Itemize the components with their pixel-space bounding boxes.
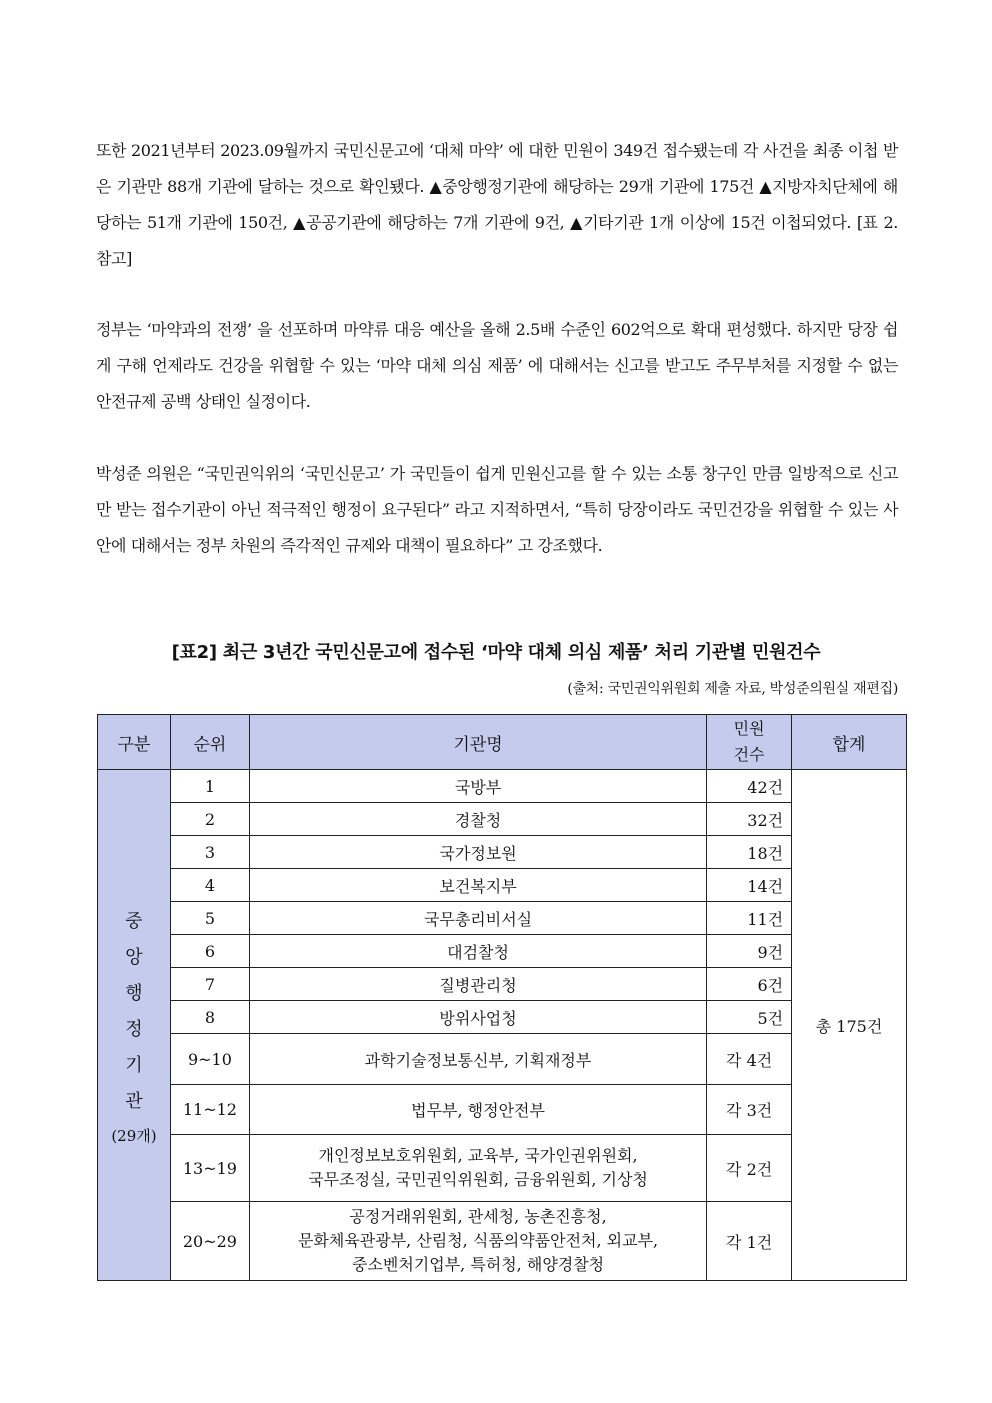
agency-cell bbox=[249, 803, 706, 836]
category-char: 중 bbox=[125, 911, 143, 932]
agency-cell bbox=[249, 1001, 706, 1034]
header-total: 합계 bbox=[792, 715, 907, 770]
table-row bbox=[98, 1085, 907, 1135]
rank-cell: 1 bbox=[170, 770, 249, 803]
table-header-row bbox=[98, 715, 907, 770]
paragraph-2: 정부는 ‘마약과의 전쟁’ 을 선포하며 마약류 대응 예산을 올해 2.5배 수준인 602억으로 확대 편성했다. 하지만 당장 쉽게 구해 언제라도 건강을 위협할 수 있는 ‘마약 대체 의심 제품’ 에 대해서는 신고를 받고도 주무부처를 지정할 수 없는 안전규제 공백 상태인 실정이다. bbox=[96, 320, 898, 411]
table-row bbox=[98, 902, 907, 935]
table-source: (출처: 국민권익위원회 제출 자료, 박성준의원실 재편집) bbox=[567, 681, 898, 697]
count-cell: 각 3건 bbox=[707, 1085, 792, 1135]
agency-line: 공정거래위원회, 관세청, 농촌진흥청, bbox=[349, 1207, 607, 1226]
category-char: 관 bbox=[125, 1091, 143, 1112]
agency-line: 개인정보보호위원회, 교육부, 국가인권위원회, bbox=[318, 1146, 638, 1165]
table-row bbox=[98, 836, 907, 869]
agency-cell bbox=[249, 1034, 706, 1085]
total-cell: 총 175건 bbox=[792, 770, 907, 1281]
paragraph-1: 또한 2021년부터 2023.09월까지 국민신문고에 ‘대체 마약’ 에 대한 민원이 349건 접수됐는데 각 사건을 최종 이첩 받은 기관만 88개 기관에 달하는 것으로 확인됐다. ▲중앙행정기관에 해당하는 29개 기관에 175건 ▲지방자치단체에 해당하는 51개 기관에 150건, ▲공공기관에 해당하는 7개 기관에 9건, ▲기타기관 1개 이상에 15건 이첩되었다. [표 2. 참고] bbox=[96, 141, 898, 268]
agency-cell bbox=[249, 1085, 706, 1135]
count-cell: 32건 bbox=[707, 803, 792, 836]
rank-cell: 5 bbox=[170, 902, 249, 935]
agency-line: 대검찰청 bbox=[447, 942, 509, 962]
paragraph-3: 박성준 의원은 “국민권익위의 ‘국민신문고’ 가 국민들이 쉽게 민원신고를 할 수 있는 소통 창구인 만큼 일방적으로 신고만 받는 접수기관이 아닌 적극적인 행정이 요구된다” 라고 지적하면서, “특히 당장이라도 국민건강을 위협할 수 있는 사안에 대해서는 정부 차원의 즉각적인 규제와 대책이 필요하다” 고 강조했다. bbox=[96, 464, 898, 555]
table-row bbox=[98, 1034, 907, 1085]
agency-cell bbox=[249, 968, 706, 1001]
agency-line: 국가정보원 bbox=[439, 843, 517, 863]
count-cell: 18건 bbox=[707, 836, 792, 869]
agency-line: 국방부 bbox=[454, 777, 502, 797]
agency-line: 방위사업청 bbox=[439, 1008, 517, 1028]
table-row bbox=[98, 770, 907, 803]
rank-cell: 11~12 bbox=[170, 1085, 249, 1135]
count-cell: 각 1건 bbox=[707, 1202, 792, 1281]
count-cell: 14건 bbox=[707, 869, 792, 902]
header-count-line1: 민원 bbox=[733, 719, 765, 738]
rank-cell: 20~29 bbox=[170, 1202, 249, 1281]
rank-cell: 13~19 bbox=[170, 1135, 249, 1202]
rank-cell: 3 bbox=[170, 836, 249, 869]
table-row bbox=[98, 935, 907, 968]
rank-cell: 7 bbox=[170, 968, 249, 1001]
agency-line: 국무조정실, 국민권익위원회, 금융위원회, 기상청 bbox=[308, 1170, 648, 1189]
table-row bbox=[98, 1135, 907, 1202]
count-cell: 각 2건 bbox=[707, 1135, 792, 1202]
rank-cell: 8 bbox=[170, 1001, 249, 1034]
category-char: 정 bbox=[125, 1019, 143, 1040]
header-count bbox=[707, 715, 792, 770]
category-char: 앙 bbox=[125, 947, 143, 968]
agency-cell bbox=[249, 836, 706, 869]
count-cell: 5건 bbox=[707, 1001, 792, 1034]
count-cell: 42건 bbox=[707, 770, 792, 803]
rank-cell: 2 bbox=[170, 803, 249, 836]
table-row bbox=[98, 869, 907, 902]
table-row bbox=[98, 968, 907, 1001]
table-row bbox=[98, 803, 907, 836]
agency-cell bbox=[249, 902, 706, 935]
agency-cell bbox=[249, 869, 706, 902]
header-category: 구분 bbox=[98, 715, 171, 770]
agency-line: 법무부, 행정안전부 bbox=[411, 1101, 545, 1120]
rank-cell: 9~10 bbox=[170, 1034, 249, 1085]
agency-line: 질병관리청 bbox=[439, 975, 517, 995]
count-cell: 9건 bbox=[707, 935, 792, 968]
count-cell: 각 4건 bbox=[707, 1034, 792, 1085]
table-row bbox=[98, 1001, 907, 1034]
header-count-line2: 건수 bbox=[733, 745, 765, 764]
agency-cell bbox=[249, 1135, 706, 1202]
table-body bbox=[98, 770, 907, 1281]
table-title: [표2] 최근 3년간 국민신문고에 접수된 ‘마약 대체 의심 제품’ 처리 기관별 민원건수 bbox=[171, 642, 821, 663]
agency-line: 보건복지부 bbox=[439, 876, 517, 896]
category-char: 행 bbox=[125, 983, 143, 1004]
complaints-table bbox=[97, 714, 907, 1281]
agency-cell bbox=[249, 1202, 706, 1281]
agency-line: 중소벤처기업부, 특허청, 해양경찰청 bbox=[351, 1255, 605, 1274]
agency-line: 문화체육관광부, 산림청, 식품의약품안전처, 외교부, bbox=[297, 1231, 659, 1250]
agency-cell bbox=[249, 770, 706, 803]
table-row bbox=[98, 1202, 907, 1281]
agency-cell bbox=[249, 935, 706, 968]
category-cell bbox=[98, 770, 171, 1281]
agency-line: 과학기술정보통신부, 기획재정부 bbox=[364, 1050, 592, 1070]
header-agency: 기관명 bbox=[249, 715, 706, 770]
rank-cell: 4 bbox=[170, 869, 249, 902]
count-cell: 11건 bbox=[707, 902, 792, 935]
category-count: (29개) bbox=[111, 1127, 157, 1145]
agency-line: 경찰청 bbox=[454, 810, 502, 830]
rank-cell: 6 bbox=[170, 935, 249, 968]
category-char: 기 bbox=[125, 1055, 143, 1076]
header-rank: 순위 bbox=[170, 715, 249, 770]
count-cell: 6건 bbox=[707, 968, 792, 1001]
agency-line: 국무총리비서실 bbox=[423, 909, 533, 929]
